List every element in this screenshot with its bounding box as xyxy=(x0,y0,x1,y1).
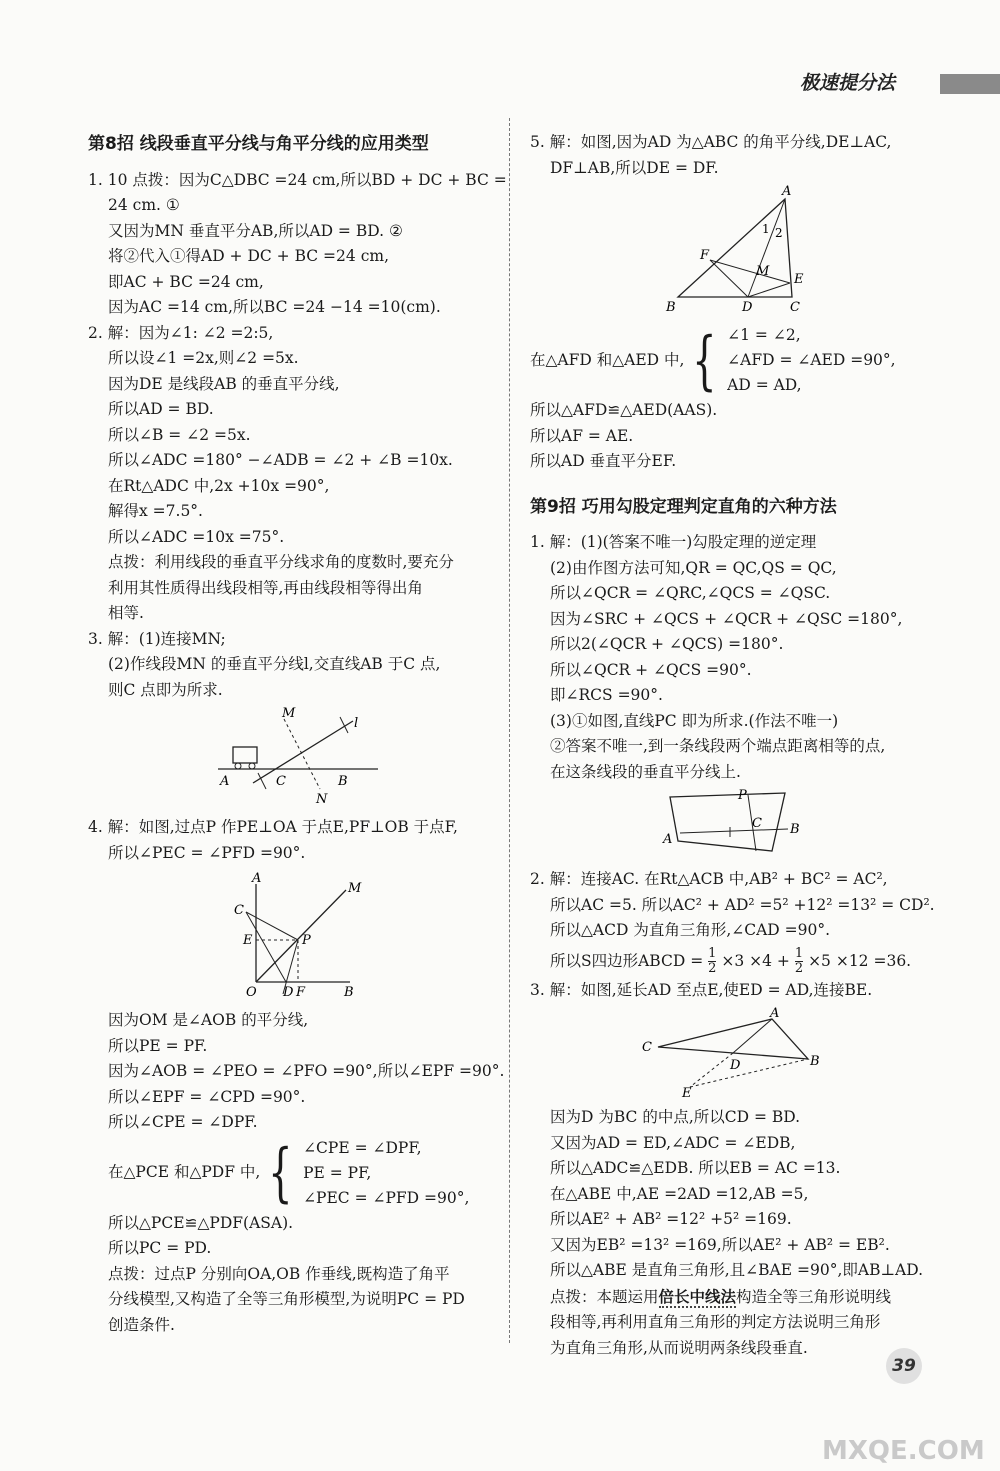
text-line: 5. 解：如图,因为AD 为△ABC 的角平分线,DE⊥AC, xyxy=(530,133,892,151)
text-line: 在Rt△ADC 中,2x +10x =90°, xyxy=(108,476,330,495)
fig-label: P xyxy=(302,933,311,948)
right-column xyxy=(530,130,935,1361)
fig-label: A xyxy=(663,832,673,847)
fig-label: C xyxy=(642,1040,652,1055)
fig-label: E xyxy=(243,933,253,948)
fig-label: P xyxy=(738,789,747,803)
text-line: 因为∠AOB = ∠PEO = ∠PFO =90°,所以∠EPF =90°. xyxy=(108,1062,505,1080)
figure-q5 xyxy=(530,185,925,315)
text-line: 所以∠EPF = ∠CPD =90°. xyxy=(108,1087,306,1106)
brace-line: ∠PEC = ∠PFD =90°, xyxy=(303,1188,470,1207)
hint-emphasis: 倍长中线法 xyxy=(658,1286,737,1306)
brace-line: PE = PF, xyxy=(303,1163,372,1182)
hint-line: 点拨：过点P 分别向OA,OB 作垂线,既构造了角平 xyxy=(108,1264,450,1283)
hint-line xyxy=(530,1284,925,1311)
question-1 xyxy=(88,168,507,321)
text-line: (2)由作图方法可知,QR = QC,QS = QC, xyxy=(550,558,837,577)
area-mid: ×3 ×4 + xyxy=(721,951,790,970)
fig-label: 1 xyxy=(762,222,770,236)
fig-label: C xyxy=(752,816,762,831)
fig-label: B xyxy=(338,774,348,789)
text-line: 解得x =7.5°. xyxy=(108,502,203,520)
text-line: 因为AC =14 cm,所以BC =24 −14 =10(cm). xyxy=(108,298,441,316)
text-line: 在△ABE 中,AE =2AD =12,AB =5, xyxy=(550,1184,809,1203)
fig-label: 2 xyxy=(775,226,783,240)
text-line: 3. 解：如图,延长AD 至点E,使ED = AD,连接BE. xyxy=(530,980,873,999)
text-line: 2. 解：连接AC. 在Rt△ACB 中,AB² + BC² = AC², xyxy=(530,870,888,888)
text-line: 所以△ABE 是直角三角形,且∠BAE =90°,即AB⊥AD. xyxy=(550,1261,924,1279)
fig-label: C xyxy=(276,774,286,789)
header-title: 极速提分法 xyxy=(800,72,896,94)
area-prefix: 所以S四边形ABCD = xyxy=(550,951,704,970)
text-line: 所以∠CPE = ∠DPF. xyxy=(108,1113,258,1131)
fig-label: A xyxy=(782,185,792,199)
hint-line: 利用其性质得出线段相等,再由线段相等得出角 xyxy=(108,578,423,597)
page-number: 39 xyxy=(886,1348,922,1384)
text-line: 所以AD = BD. xyxy=(108,400,214,418)
congruence-brace xyxy=(88,1136,483,1211)
fig-label: M xyxy=(756,264,770,279)
question-4 xyxy=(88,815,505,1338)
brace-prefix: 在△PCE 和△PDF 中, xyxy=(108,1163,261,1182)
text-line: 所以∠QCR + ∠QCS =90°. xyxy=(550,660,752,679)
fig-label: F xyxy=(296,985,306,1000)
text-line: 所以AD 垂直平分EF. xyxy=(530,452,677,470)
figure-r3 xyxy=(530,1007,925,1097)
text-line: 所以AF = AE. xyxy=(530,426,634,445)
fig-label: B xyxy=(344,985,354,1000)
watermark-text: MXQE.COM xyxy=(822,1436,985,1466)
fig-label: B xyxy=(790,822,800,837)
fig-label: F xyxy=(700,248,710,263)
text-line: 3. 解：(1)连接MN; xyxy=(88,629,226,648)
section-title-8: 第8招 线段垂直平分线与角平分线的应用类型 xyxy=(88,134,429,154)
hint-line: 段相等,再利用直角三角形的判定方法说明三角形 xyxy=(550,1313,881,1331)
text-line: (2)作线段MN 的垂直平分线l,交直线AB 于C 点, xyxy=(108,655,441,673)
text-line: 所以∠ADC =180° −∠ADB = ∠2 + ∠B =10x. xyxy=(108,451,453,469)
brace-line: ∠AFD = ∠AED =90°, xyxy=(727,351,896,369)
text-line: 所以△AFD≌△AED(AAS). xyxy=(530,401,718,419)
hint-line: 点拨：利用线段的垂直平分线求角的度数时,要充分 xyxy=(108,553,454,571)
fig-label: D xyxy=(283,985,294,1000)
hint-line: 相等. xyxy=(108,604,144,622)
text-line: 所以△PCE≌△PDF(ASA). xyxy=(108,1213,294,1232)
fraction: $\frac{1}{2}$ xyxy=(794,946,804,976)
figure-q3 xyxy=(88,707,483,807)
fig-label: C xyxy=(234,903,244,918)
fig-label: B xyxy=(810,1054,820,1069)
question-3 xyxy=(88,627,483,808)
fig-label: A xyxy=(220,774,230,789)
hint-prefix: 点拨：本题运用 xyxy=(550,1287,659,1306)
text-line: 1. 解：(1)(答案不唯一)勾股定理的逆定理 xyxy=(530,533,817,551)
text-line: 所以∠ADC =10x =75°. xyxy=(108,527,285,546)
text-line: 所以AE² + AB² =12² +5² =169. xyxy=(550,1210,792,1228)
left-column xyxy=(88,130,507,1338)
fig-label: l xyxy=(354,716,359,731)
text-line: 将②代入①得AD + DC + BC =24 cm, xyxy=(108,247,389,265)
text-line: 所以2(∠QCR + ∠QCS) =180°. xyxy=(550,635,784,653)
fig-label: A xyxy=(252,871,262,886)
brace-line: ∠CPE = ∠DPF, xyxy=(303,1138,422,1157)
text-line: 所以∠B = ∠2 =5x. xyxy=(108,425,251,444)
congruence-brace xyxy=(530,323,925,398)
text-line: ②答案不唯一,到一条线段两个端点距离相等的点, xyxy=(550,737,886,755)
question-r2 xyxy=(530,867,935,978)
text-line: 在这条线段的垂直平分线上. xyxy=(550,762,741,781)
question-r1 xyxy=(530,530,925,859)
hint-suffix: 构造全等三角形说明线 xyxy=(736,1287,892,1306)
text-line: 所以设∠1 =2x,则∠2 =5x. xyxy=(108,349,299,367)
brace-line: AD = AD, xyxy=(727,376,802,394)
text-line: (3)①如图,直线PC 即为所求.(作法不唯一) xyxy=(550,711,839,730)
figure-r1 xyxy=(530,789,925,859)
brace-icon: { xyxy=(692,323,718,398)
text-line: 所以∠PEC = ∠PFD =90°. xyxy=(108,843,306,862)
fig-label: B xyxy=(666,300,676,315)
text-line: 又因为AD = ED,∠ADC = ∠EDB, xyxy=(550,1133,796,1152)
text-line: 所以PC = PD. xyxy=(108,1239,212,1257)
text-line: 所以△ACD 为直角三角形,∠CAD =90°. xyxy=(550,921,831,939)
area-tail: ×5 ×12 =36. xyxy=(808,951,912,970)
text-line: 即∠RCS =90°. xyxy=(550,686,663,704)
fig-label: E xyxy=(682,1086,692,1097)
area-formula xyxy=(530,944,925,978)
question-r3 xyxy=(530,978,925,1362)
fraction: $\frac{1}{2}$ xyxy=(708,946,717,976)
text-line: 2. 解：因为∠1: ∠2 =2:5, xyxy=(88,323,274,342)
column-divider xyxy=(509,118,510,1343)
hint-line: 创造条件. xyxy=(108,1315,175,1334)
fig-label: D xyxy=(742,300,753,315)
fig-label: M xyxy=(348,881,362,896)
text-line: DF⊥AB,所以DE = DF. xyxy=(550,158,719,177)
figure-q4 xyxy=(88,870,483,1000)
text-line: 又因为EB² =13² =169,所以AE² + AB² = EB². xyxy=(550,1235,890,1254)
text-line: 即AC + BC =24 cm, xyxy=(108,272,264,291)
text-line: 24 cm. ① xyxy=(108,196,180,214)
header-bar xyxy=(940,74,1000,94)
fig-label: O xyxy=(246,985,257,1000)
question-5 xyxy=(530,130,925,475)
question-2 xyxy=(88,321,483,627)
text-line: 所以PE = PF. xyxy=(108,1036,208,1055)
text-line: 因为DE 是线段AB 的垂直平分线, xyxy=(108,374,340,393)
text-line: 1. 10 点拨：因为C△DBC =24 cm,所以BD + DC + BC = xyxy=(88,170,507,189)
text-line: 所以△ADC≌△EDB. 所以EB = AC =13. xyxy=(550,1159,841,1177)
fig-label: M xyxy=(282,707,296,721)
fig-label: N xyxy=(316,792,328,807)
fig-label: E xyxy=(794,272,804,287)
text-line: 因为∠SRC + ∠QCS + ∠QCR + ∠QSC =180°, xyxy=(550,609,903,628)
text-line: 因为D 为BC 的中点,所以CD = BD. xyxy=(550,1108,801,1126)
fig-label: D xyxy=(730,1058,741,1073)
text-line: 所以∠QCR = ∠QRC,∠QCS = ∠QSC. xyxy=(550,584,831,602)
text-line: 又因为MN 垂直平分AB,所以AD = BD. ② xyxy=(108,221,403,240)
brace-line: ∠1 = ∠2, xyxy=(727,326,801,344)
brace-prefix: 在△AFD 和△AED 中, xyxy=(530,350,685,369)
fig-label: A xyxy=(770,1007,780,1021)
text-line: 所以AC =5. 所以AC² + AD² =5² +12² =13² = CD². xyxy=(550,895,935,914)
hint-line: 分线模型,又构造了全等三角形模型,为说明PC = PD xyxy=(108,1290,465,1308)
text-line: 因为OM 是∠AOB 的平分线, xyxy=(108,1011,309,1029)
section-title-9: 第9招 巧用勾股定理判定直角的六种方法 xyxy=(530,496,837,517)
brace-icon: { xyxy=(268,1136,293,1210)
text-line: 则C 点即为所求. xyxy=(108,680,223,699)
text-line: 4. 解：如图,过点P 作PE⊥OA 于点E,PF⊥OB 于点F, xyxy=(88,818,458,836)
fig-label: C xyxy=(790,300,800,315)
hint-line: 为直角三角形,从而说明两条线段垂直. xyxy=(550,1338,808,1357)
